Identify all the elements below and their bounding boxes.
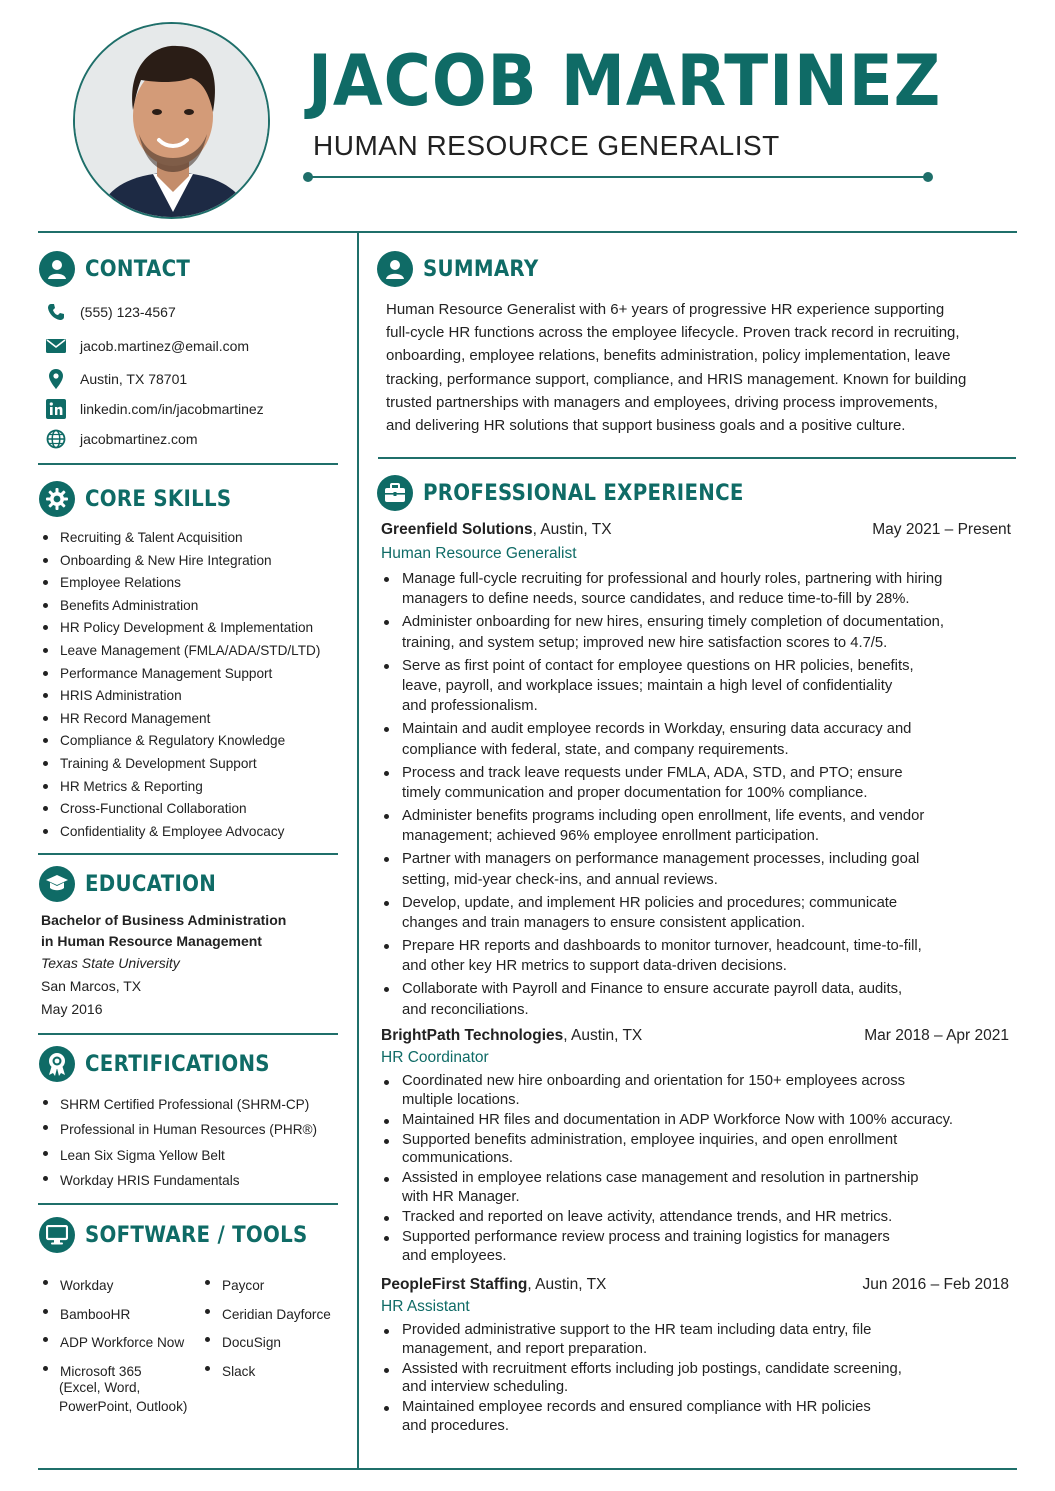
summary-line: full-cycle HR functions across the employee lifecycle. Proven track record in recruiting,: [386, 324, 960, 342]
skill-item: Leave Management (FMLA/ADA/STD/LTD): [41, 640, 320, 663]
job-bullet: Collaborate with Payroll and Finance to ensure accurate payroll data, audits, and reconciliations.: [381, 979, 1011, 1020]
candidate-name: JACOB MARTINEZ: [308, 40, 942, 122]
skill-item: Cross-Functional Collaboration: [41, 798, 320, 821]
website-link[interactable]: jacobmartinez.com: [80, 431, 198, 447]
skill-item: Benefits Administration: [41, 595, 320, 618]
job-bullet: Develop, update, and implement HR policies and procedures; communicate changes and train managers to ensure consistent application.: [381, 893, 1011, 934]
location-text: Austin, TX 78701: [80, 371, 188, 387]
experience-heading: PROFESSIONAL EXPERIENCE: [377, 475, 779, 511]
skill-item: HR Metrics & Reporting: [41, 776, 320, 799]
envelope-icon: [44, 335, 68, 357]
monitor-icon: [39, 1217, 75, 1253]
graduation-date: May 2016: [41, 1001, 103, 1017]
job-dates: Mar 2018 – Apr 2021: [864, 1027, 1009, 1044]
skill-item: Recruiting & Talent Acquisition: [41, 527, 320, 550]
job-bullet: Maintained HR files and documentation in ADP Workforce Now with 100% accuracy.: [381, 1111, 1009, 1130]
job-role: HR Assistant: [381, 1298, 470, 1315]
school-location: San Marcos, TX: [41, 978, 142, 994]
profile-photo: [73, 22, 270, 219]
linkedin-icon: [44, 398, 68, 420]
job-bullet: Supported performance review process and training logistics for managers and employees.: [381, 1228, 1009, 1265]
linkedin-link[interactable]: linkedin.com/in/jacobmartinez: [80, 401, 264, 417]
tool-item-subtext: PowerPoint, Outlook): [59, 1399, 188, 1414]
summary-line: trusted partnerships with managers and employees, driving process improvements,: [386, 393, 938, 411]
summary-line: onboarding, employee relations, benefits administration, policy implementation, leave: [386, 347, 951, 365]
tool-item: BambooHR: [41, 1301, 184, 1330]
job-bullet: Manage full-cycle recruiting for professional and hourly roles, partnering with hiring managers to define needs, source candidates, and reduce time-to-fill by 28%.: [381, 569, 1011, 610]
education-heading: EDUCATION: [39, 866, 231, 902]
job-bullet: Prepare HR reports and dashboards to monitor turnover, headcount, time-to-fill, and other key HR metrics to support data-driven decisions.: [381, 936, 1011, 977]
tools-list-col2: [203, 1272, 331, 1387]
company-name: Greenfield Solutions: [381, 521, 533, 538]
company-name: PeopleFirst Staffing: [381, 1276, 528, 1293]
phone-text[interactable]: (555) 123-4567: [80, 304, 176, 320]
skill-item: Onboarding & New Hire Integration: [41, 550, 320, 573]
job-dates: May 2021 – Present: [872, 521, 1011, 538]
skills-list: [41, 527, 320, 843]
certifications-list: [41, 1092, 317, 1193]
job-bullet: Coordinated new hire onboarding and orientation for 150+ employees across multiple locations.: [381, 1072, 1009, 1109]
job-company-line: [381, 1027, 642, 1045]
award-ribbon-icon: [39, 1046, 75, 1082]
job-bullet: Assisted in employee relations case management and resolution in partnership with HR Manager.: [381, 1169, 1009, 1206]
contact-heading: CONTACT: [39, 251, 202, 287]
skill-item: Performance Management Support: [41, 663, 320, 686]
company-location: , Austin, TX: [527, 1276, 607, 1293]
school-name: Texas State University: [41, 955, 180, 971]
job-peoplefirst: [381, 1274, 1009, 1436]
job-company-line: [381, 1276, 606, 1294]
company-location: , Austin, TX: [563, 1027, 643, 1044]
skill-item: HRIS Administration: [41, 685, 320, 708]
person-icon: [377, 251, 413, 287]
skill-item: Compliance & Regulatory Knowledge: [41, 730, 320, 753]
degree-line-2: in Human Resource Management: [41, 933, 262, 949]
skills-divider: [38, 853, 338, 855]
skill-item: HR Record Management: [41, 708, 320, 731]
footer-divider: [38, 1468, 1017, 1470]
certification-item: Workday HRIS Fundamentals: [41, 1168, 317, 1193]
summary-line: Human Resource Generalist with 6+ years of progressive HR experience supporting: [386, 301, 945, 318]
job-dates: Jun 2016 – Feb 2018: [862, 1276, 1009, 1293]
contact-website: [44, 428, 198, 450]
job-bullet: Maintain and audit employee records in Workday, ensuring data accuracy and compliance with federal, state, and company requirements.: [381, 719, 1011, 760]
graduation-cap-icon: [39, 866, 75, 902]
skill-item: HR Policy Development & Implementation: [41, 617, 320, 640]
job-bullet: Assisted with recruitment efforts including job postings, candidate screening, and interview scheduling.: [381, 1360, 1009, 1397]
column-divider: [357, 233, 359, 1468]
tools-list-col1: [41, 1272, 184, 1387]
job-bullets: [381, 569, 1011, 1020]
skill-item: Training & Development Support: [41, 753, 320, 776]
skill-item: Employee Relations: [41, 572, 320, 595]
job-bullet: Administer benefits programs including open enrollment, life events, and vendor management; achieved 96% employee enrollment participation.: [381, 806, 1011, 847]
summary-line: tracking, performance support, compliance, and HRIS management. Known for building: [386, 370, 967, 388]
contact-linkedin: [44, 398, 264, 420]
summary-line: and delivering HR solutions that support business goals and a positive culture.: [386, 417, 906, 435]
tool-item: DocuSign: [203, 1329, 331, 1358]
summary-divider: [378, 457, 1016, 459]
phone-icon: [44, 301, 68, 323]
tool-item: Ceridian Dayforce: [203, 1301, 331, 1330]
gear-icon: [39, 481, 75, 517]
job-bullet: Process and track leave requests under FMLA, ADA, STD, and PTO; ensure timely communication and proper documentation for 100% compliance.: [381, 763, 1011, 804]
summary-heading: SUMMARY: [377, 251, 551, 287]
certification-item: Lean Six Sigma Yellow Belt: [41, 1143, 317, 1168]
tool-item: ADP Workforce Now: [41, 1329, 184, 1358]
certifications-divider: [38, 1203, 338, 1205]
contact-location: [44, 368, 187, 390]
education-divider: [38, 1033, 338, 1035]
skill-item: Confidentiality & Employee Advocacy: [41, 821, 320, 844]
job-bullet: Tracked and reported on leave activity, attendance trends, and HR metrics.: [381, 1208, 1009, 1227]
job-role: Human Resource Generalist: [381, 545, 577, 562]
title-divider: [307, 176, 929, 178]
company-name: BrightPath Technologies: [381, 1027, 564, 1044]
job-bullet: Partner with managers on performance management processes, including goal setting, mid-year check-ins, and annual reviews.: [381, 849, 1011, 890]
job-greenfield: [381, 519, 1011, 1020]
job-header: [381, 519, 1011, 541]
email-link[interactable]: jacob.martinez@email.com: [80, 338, 250, 354]
summary-text: [386, 298, 1001, 437]
certifications-heading: CERTIFICATIONS: [39, 1046, 290, 1082]
degree-line-1: Bachelor of Business Administration: [41, 912, 287, 928]
person-icon: [39, 251, 75, 287]
contact-email: [44, 335, 249, 357]
job-header: [381, 1025, 1009, 1047]
job-company-line: [381, 521, 612, 539]
job-header: [381, 1274, 1009, 1296]
job-brightpath: [381, 1025, 1009, 1265]
job-bullets: [381, 1321, 1009, 1436]
tool-item-subtext: (Excel, Word,: [59, 1380, 141, 1395]
briefcase-icon: [377, 475, 413, 511]
skills-heading: CORE SKILLS: [39, 481, 248, 517]
contact-divider: [38, 463, 338, 465]
contact-phone: [44, 301, 176, 323]
job-bullet: Supported benefits administration, employee inquiries, and open enrollment communications.: [381, 1131, 1009, 1168]
job-bullet: Serve as first point of contact for employee questions on HR policies, benefits, leave, payroll, and workplace issues; maintain a high level of confidentiality and professionalism.: [381, 656, 1011, 717]
job-role: HR Coordinator: [381, 1049, 489, 1066]
tool-item: Paycor: [203, 1272, 331, 1301]
tool-item: Microsoft 365: [41, 1358, 184, 1387]
tool-item: Slack: [203, 1358, 331, 1387]
certification-item: SHRM Certified Professional (SHRM-CP): [41, 1092, 317, 1117]
tools-heading: SOFTWARE / TOOLS: [39, 1217, 332, 1253]
globe-icon: [44, 428, 68, 450]
job-bullet: Provided administrative support to the HR team including data entry, file management, and report preparation.: [381, 1321, 1009, 1358]
job-bullet: Administer onboarding for new hires, ensuring timely completion of documentation, training, and system setup; improved new hire satisfaction scores to 4.7/5.: [381, 612, 1011, 653]
certification-item: Professional in Human Resources (PHR®): [41, 1117, 317, 1142]
tool-item: Workday: [41, 1272, 184, 1301]
job-bullets: [381, 1072, 1009, 1265]
header-divider: [38, 231, 1017, 233]
job-bullet: Maintained employee records and ensured compliance with HR policies and procedures.: [381, 1398, 1009, 1435]
map-pin-icon: [44, 368, 68, 390]
company-location: , Austin, TX: [532, 521, 612, 538]
candidate-title: HUMAN RESOURCE GENERALIST: [313, 130, 780, 161]
